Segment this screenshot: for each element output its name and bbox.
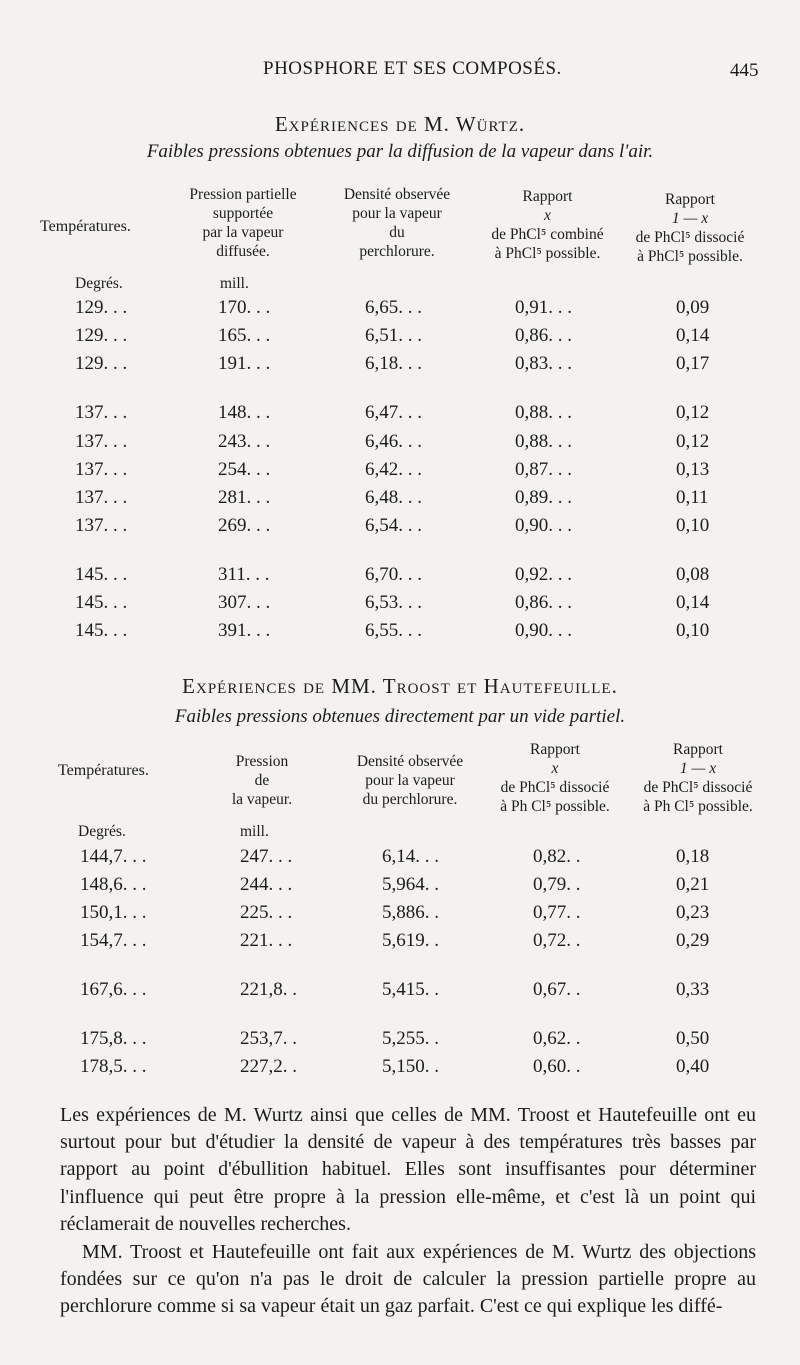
- cell-rapport-1-x: 0,40: [676, 1056, 710, 1077]
- cell-densite: 6,42. . .: [365, 459, 422, 480]
- cell-temperature: 129. . .: [75, 325, 128, 346]
- cell-pression: 225. . .: [240, 902, 293, 923]
- s1-header-rapport-1x: Rapport 1 — x de PhCl⁵ dissocié à PhCl⁵ possible.: [635, 191, 745, 265]
- cell-rapport-1-x: 0,08: [676, 564, 710, 585]
- s1-header-pression: Pression partielle supportée par la vapeur diffusée.: [189, 186, 297, 260]
- cell-pression: 311. . .: [218, 564, 270, 585]
- cell-temperature: 154,7. . .: [80, 930, 147, 951]
- cell-densite: 5,964. .: [382, 874, 439, 895]
- cell-rapport-x: 0,77. .: [533, 902, 581, 923]
- cell-densite: 6,48. . .: [365, 487, 422, 508]
- cell-rapport-x: 0,89. . .: [515, 487, 572, 508]
- s2-header-temperatures: Températures.: [58, 762, 149, 779]
- cell-rapport-1-x: 0,18: [676, 846, 710, 867]
- s2-unit-mill: mill.: [240, 823, 269, 840]
- cell-temperature: 129. . .: [75, 353, 128, 374]
- cell-rapport-1-x: 0,50: [676, 1028, 710, 1049]
- cell-densite: 5,150. .: [382, 1056, 439, 1077]
- cell-pression: 191. . .: [218, 353, 271, 374]
- cell-densite: 5,886. .: [382, 902, 439, 923]
- cell-rapport-x: 0,90. . .: [515, 515, 572, 536]
- cell-densite: 6,54. . .: [365, 515, 422, 536]
- cell-densite: 6,70. . .: [365, 564, 422, 585]
- cell-densite: 6,53. . .: [365, 592, 422, 613]
- cell-densite: 6,46. . .: [365, 431, 422, 452]
- cell-rapport-x: 0,86. . .: [515, 592, 572, 613]
- cell-densite: 6,18. . .: [365, 353, 422, 374]
- cell-pression: 227,2. .: [240, 1056, 297, 1077]
- cell-rapport-1-x: 0,33: [676, 979, 710, 1000]
- s1-header-rapport-x: Rapport x de PhCl⁵ combiné à PhCl⁵ possible.: [491, 188, 604, 262]
- cell-densite: 5,619. .: [382, 930, 439, 951]
- cell-rapport-1-x: 0,21: [676, 874, 710, 895]
- s1-header-densite: Densité observée pour la vapeur du perchlorure.: [343, 186, 451, 260]
- cell-temperature: 137. . .: [75, 487, 128, 508]
- s1-unit-degres: Degrés.: [75, 275, 123, 292]
- cell-temperature: 144,7. . .: [80, 846, 147, 867]
- cell-rapport-x: 0,60. .: [533, 1056, 581, 1077]
- cell-rapport-x: 0,67. .: [533, 979, 581, 1000]
- cell-rapport-x: 0,88. . .: [515, 402, 572, 423]
- cell-rapport-x: 0,86. . .: [515, 325, 572, 346]
- s1-header-temperatures: Températures.: [40, 218, 131, 235]
- section1-subtitle: Faibles pressions obtenues par la diffusion de la vapeur dans l'air.: [146, 141, 654, 162]
- section1-title: Expériences de M. Würtz.: [274, 112, 526, 136]
- cell-temperature: 145. . .: [75, 564, 128, 585]
- cell-pression: 148. . .: [218, 402, 271, 423]
- cell-densite: 6,14. . .: [382, 846, 439, 867]
- cell-temperature: 150,1. . .: [80, 902, 147, 923]
- cell-rapport-1-x: 0,17: [676, 353, 710, 374]
- cell-rapport-1-x: 0,23: [676, 902, 710, 923]
- cell-rapport-x: 0,87. . .: [515, 459, 572, 480]
- cell-pression: 307. . .: [218, 592, 271, 613]
- cell-temperature: 148,6. . .: [80, 874, 147, 895]
- cell-temperature: 167,6. . .: [80, 979, 147, 1000]
- cell-temperature: 129. . .: [75, 297, 128, 318]
- section2-title: Expériences de MM. Troost et Hautefeuille.: [182, 674, 618, 698]
- cell-rapport-1-x: 0,10: [676, 515, 710, 536]
- cell-densite: 6,51. . .: [365, 325, 422, 346]
- cell-temperature: 137. . .: [75, 431, 128, 452]
- cell-temperature: 137. . .: [75, 402, 128, 423]
- cell-densite: 6,47. . .: [365, 402, 422, 423]
- s2-header-rapport-x: Rapport x de PhCl⁵ dissocié à Ph Cl⁵ possible.: [500, 741, 610, 815]
- page-number: 445: [730, 60, 759, 81]
- cell-rapport-1-x: 0,29: [676, 930, 710, 951]
- cell-densite: 5,255. .: [382, 1028, 439, 1049]
- cell-rapport-1-x: 0,13: [676, 459, 710, 480]
- cell-pression: 269. . .: [218, 515, 271, 536]
- cell-rapport-x: 0,92. . .: [515, 564, 572, 585]
- cell-temperature: 175,8. . .: [80, 1028, 147, 1049]
- cell-rapport-1-x: 0,12: [676, 402, 710, 423]
- cell-densite: 5,415. .: [382, 979, 439, 1000]
- cell-rapport-1-x: 0,14: [676, 325, 710, 346]
- cell-rapport-x: 0,82. .: [533, 846, 581, 867]
- cell-pression: 243. . .: [218, 431, 271, 452]
- cell-pression: 170. . .: [218, 297, 271, 318]
- cell-pression: 281. . .: [218, 487, 271, 508]
- cell-rapport-x: 0,91. . .: [515, 297, 572, 318]
- s2-header-densite: Densité observée pour la vapeur du perchlorure.: [356, 753, 464, 808]
- cell-rapport-1-x: 0,11: [676, 487, 709, 508]
- cell-rapport-x: 0,88. . .: [515, 431, 572, 452]
- running-title: PHOSPHORE ET SES COMPOSÉS.: [263, 58, 562, 79]
- cell-rapport-1-x: 0,14: [676, 592, 710, 613]
- cell-densite: 6,65. . .: [365, 297, 422, 318]
- s1-unit-mill: mill.: [220, 275, 249, 292]
- cell-rapport-1-x: 0,09: [676, 297, 710, 318]
- cell-pression: 165. . .: [218, 325, 271, 346]
- cell-rapport-x: 0,79. .: [533, 874, 581, 895]
- s2-header-rapport-1x: Rapport 1 — x de PhCl⁵ dissocié à Ph Cl⁵ possible.: [643, 741, 753, 815]
- running-head: [0, 58, 800, 88]
- cell-rapport-x: 0,72. .: [533, 930, 581, 951]
- cell-rapport-x: 0,62. .: [533, 1028, 581, 1049]
- cell-rapport-1-x: 0,12: [676, 431, 710, 452]
- cell-temperature: 137. . .: [75, 459, 128, 480]
- cell-pression: 254. . .: [218, 459, 271, 480]
- cell-temperature: 137. . .: [75, 515, 128, 536]
- cell-pression: 221. . .: [240, 930, 293, 951]
- cell-pression: 244. . .: [240, 874, 293, 895]
- cell-rapport-x: 0,90. . .: [515, 620, 572, 641]
- body-paragraph-1: Les expériences de M. Wurtz ainsi que celles de MM. Troost et Hautefeuille ont eu surtout pour but d'étudier la densité de vapeur à des températures très basses par rapport au point d'ébullition habituel. Elles sont insuffisantes pour déterminer l'influence qui peut être propre à la pression elle-même, et c'est là un point qui réclamerait de nouvelles recherches.: [60, 1104, 756, 1235]
- body-paragraph-2: MM. Troost et Hautefeuille ont fait aux expériences de M. Wurtz des objections fondées sur ce qu'on n'a pas le droit de calculer la pression partielle propre au perchlorure comme si sa vapeur était un gaz parfait. C'est ce qui explique les diffé-: [60, 1241, 756, 1318]
- cell-rapport-1-x: 0,10: [676, 620, 710, 641]
- s2-unit-degres: Degrés.: [78, 823, 126, 840]
- cell-pression: 391. . .: [218, 620, 271, 641]
- section2-subtitle: Faibles pressions obtenues directement par un vide partiel.: [174, 706, 626, 727]
- cell-pression: 253,7. .: [240, 1028, 297, 1049]
- cell-temperature: 145. . .: [75, 620, 128, 641]
- cell-temperature: 145. . .: [75, 592, 128, 613]
- cell-densite: 6,55. . .: [365, 620, 422, 641]
- s2-header-pression: Pression de la vapeur.: [231, 753, 293, 808]
- cell-temperature: 178,5. . .: [80, 1056, 147, 1077]
- cell-pression: 221,8. .: [240, 979, 297, 1000]
- cell-rapport-x: 0,83. . .: [515, 353, 572, 374]
- cell-pression: 247. . .: [240, 846, 293, 867]
